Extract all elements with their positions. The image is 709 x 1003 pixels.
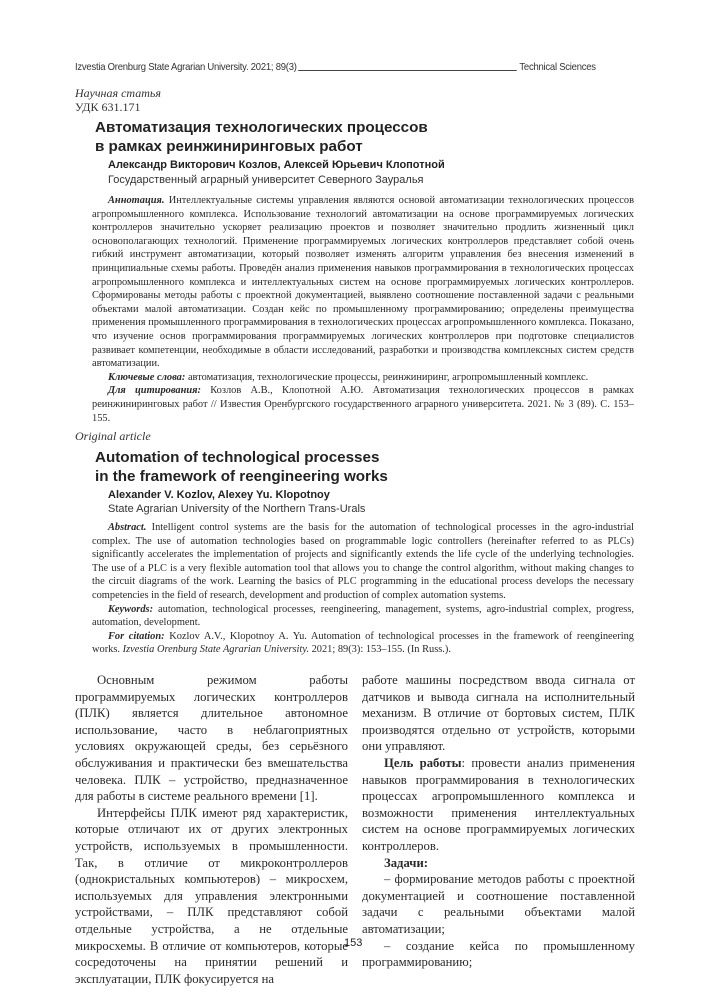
abstract-en-paragraph: [92, 521, 634, 603]
abstract-en-text: Intelligent control systems are the basis for the automation of technological processes in the agro-industrial complex. The use of automation technologies based on programmable logic controllers (hereinafter referred to as PLCs) significantly accelerates the implementation of projects and significantly extends the life cycle of the underlying technologies. The use of a PLC is a very flexible automation tool that allows you to change the control algorithm, without making changes to the circuit diagrams of the work. Learning the basics of PLC programming in the educational process develops the necessary competencies in the field of research, development and production of complex automation systems.: [92, 522, 634, 601]
citation-en-text-b: 2021; 89(3): 153–155. (In Russ.).: [311, 644, 451, 656]
body-paragraph: Основным режимом работы программируемых логических контроллеров (ПЛК) является длительное автономное использование, часто в неблагоприятных условиях окружающей среды, без серьёзного обслуживания и практически без вмешательства человека. ПЛК – устройство, предназначенное для работы в системе реального времени [1].: [75, 673, 348, 804]
affiliation-ru: Государственный аграрный университет Северного Зауралья: [108, 174, 424, 186]
citation-ru-paragraph: [92, 384, 634, 425]
keywords-ru-paragraph: [92, 371, 634, 385]
goal-paragraph: [362, 755, 635, 855]
article-type-en: Original article: [75, 429, 151, 443]
running-header: [75, 59, 596, 73]
citation-ru-text: Козлов А.В., Клопотной А.Ю. Автоматизация технологических процессов в рамках реинжиниринговых работ // Известия Оренбургского государственного аграрного университета. 2021. № 3 (89). С. 153–155.: [92, 385, 635, 424]
citation-en-paragraph: [92, 630, 634, 657]
abstract-en-label: Abstract.: [108, 522, 147, 533]
title-en-line2: in the framework of reengineering works: [95, 467, 388, 485]
article-type-ru: Научная статья: [75, 86, 161, 100]
title-en: [95, 449, 615, 486]
header-rule: [299, 70, 517, 71]
body-column-left: [75, 672, 348, 987]
keywords-en-text: automation, technological processes, reengineering, management, systems, agro-industrial complex, progress, automation, development.: [92, 603, 634, 629]
citation-ru-label: Для цитирования:: [108, 385, 201, 397]
title-ru-line1: Автоматизация технологических процессов: [95, 119, 428, 136]
tasks-heading: Задачи:: [384, 855, 428, 870]
keywords-ru-label: Ключевые слова:: [108, 371, 186, 383]
authors-ru: Александр Викторович Козлов, Алексей Юрьевич Клопотной: [108, 159, 445, 171]
goal-text: : провести анализ применения навыков программирования в технологических процессах агропромышленного комплекса и возможности применения интеллектуальных систем на основе программируемых логических контроллеров.: [362, 755, 635, 853]
abstract-ru-text: Интеллектуальные системы управления являются основой автоматизации технологических процессов агропромышленного комплекса. Использование технологий автоматизации на основе программируемых логических контроллеров значительно ускоряет реализацию проектов и позволяет значительно продлить жизненный цикл основополагающих технологий. Применение программируемых логических контроллеров представляет собой очень гибкий инструмент автоматизации, который позволяет изменять алгоритм управления без внесения изменений в принципиальные схемы работы. Проведён анализ применения навыков программирования в технологических процессах агропромышленного комплекса и интеллектуальных систем на основе программируемых логических контроллеров. Сформированы методы работы с проектной документацией, выявлено соотношение поставленной задачи с реальными объектами малой автоматизации. Создан кейс по промышленному программированию; определены преимущества применения промышленного программирования в технологических процессах агропромышленного комплекса. Показано, что изучение основ программирования программируемых логических контроллеров при подготовке специалистов развивает компетенции, необходимые в области исследований, разработки и производства комплексных систем средств автоматизации.: [92, 195, 634, 370]
section-name: Technical Sciences: [519, 62, 596, 73]
body-paragraph: Интерфейсы ПЛК имеют ряд характеристик, которые отличают их от других электронных устройств, используемых в промышленности. Так, в отличие от микроконтроллеров (однокристальных компьютеров) – микросхем, используемых для управления электронными устройствами, – ПЛК представляют собой отдельные устройства, а не отдельные микросхемы. В отличие от компьютеров, которые сосредоточены на принятии решений и эксплуатации, ПЛК фокусируется на: [75, 805, 348, 986]
abstract-ru-paragraph: [92, 194, 634, 371]
affiliation-en: State Agrarian University of the Northern Trans-Urals: [108, 503, 366, 515]
keywords-en-label: Keywords:: [108, 603, 154, 615]
authors-en: Alexander V. Kozlov, Alexey Yu. Klopotnoy: [108, 489, 330, 501]
body-column-right: [362, 672, 635, 971]
title-ru-line2: в рамках реинжиниринговых работ: [95, 137, 363, 155]
body-paragraph: работе машины посредством ввода сигнала от датчиков и вывода сигнала на исполнительный механизм. В отличие от бортовых систем, ПЛК производятся отдельно от устройств, которыми они управляют.: [362, 673, 635, 754]
abstract-en: [92, 521, 634, 657]
udc-code: УДК 631.171: [75, 100, 141, 114]
citation-en-text-a: Kozlov A.V., Klopotnoy A. Yu. Automation of technological processes in the framework of reengineering works.: [92, 630, 634, 656]
abstract-ru-label: Аннотация.: [108, 195, 165, 206]
keywords-en-paragraph: [92, 603, 634, 630]
journal-name: Izvestia Orenburg State Agrarian University. 2021; 89(3): [75, 62, 297, 73]
title-en-line1: Automation of technological processes: [95, 449, 380, 466]
page-number: 153: [344, 937, 363, 949]
task-item: – создание кейса по промышленному программированию;: [362, 938, 635, 970]
title-ru: [95, 119, 615, 156]
citation-en-journal: Izvestia Orenburg State Agrarian University.: [122, 644, 309, 656]
goal-label: Цель работы: [384, 755, 462, 770]
keywords-ru-text: автоматизация, технологические процессы, реинжиниринг, агропромышленный комплекс.: [187, 371, 589, 383]
task-item: – формирование методов работы с проектной документацией и соотношение поставленной задачи с реальными объектами малой автоматизации;: [362, 872, 635, 936]
abstract-ru: [92, 194, 634, 425]
citation-en-label: For citation:: [108, 630, 165, 642]
